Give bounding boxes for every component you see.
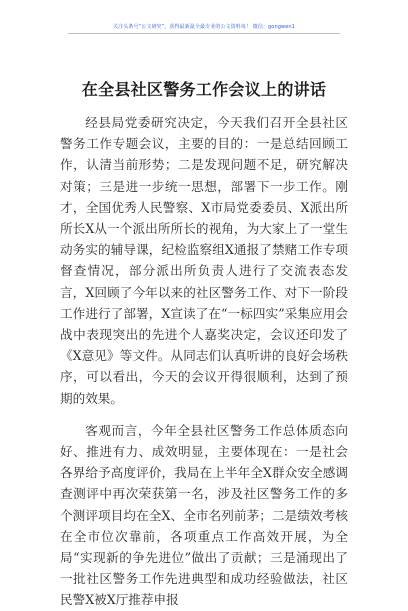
document-title: 在全县社区警务工作会议上的讲话 [81, 80, 327, 99]
paragraph-2: 客观而言，今年全县社区警务工作总体质态向好、推进有力、成效明显，主要体现在：一是社会各界给予高度评价，我局在上半年全X群众安全感调查测评中再次荣获第一名，涉及社区警务工作的多个测评项目均在全X、全市名列前茅；二是绩效考核在全市位次靠前，各项重点工作高效开展，为全局“实现新的争先进位”做出了贡献；三是涌现出了一批社区警务工作先进典型和成功经验做法，社区民警X被X厅推荐申报 [60, 422, 348, 608]
header-banner[interactable]: 关注头条号“公文研究”，获得最新最全最专业的公文资料每！ 微信：gongwen1 [113, 24, 295, 30]
document-body [60, 112, 348, 611]
paragraph-1: 经县局党委研究决定，今天我们召开全县社区警务工作专题会议，主要的目的：一是总结回顾工作，认清当前形势；二是发现问题不足，研究解决对策；三是进一步统一思想，部署下一步工作。刚才，全国优秀人民警察、X市局党委委员、X派出所所长X从一个派出所所长的视角，为大家上了一堂生动务实的辅导课，纪检监察组X通报了禁赌工作专项督查情况，部分派出所负责人进行了交流表态发言，X回顾了今年以来的社区警务工作、对下一阶段工作进行了部署，X宣读了在“一标四实”采集应用会战中表现突出的先进个人嘉奖决定，会议还印发了《X意见》等文件。从同志们认真听讲的良好会场秩序，可以看出，今天的会议开得很顺利，达到了预期的效果。 [60, 115, 348, 406]
header-divider [68, 33, 340, 34]
